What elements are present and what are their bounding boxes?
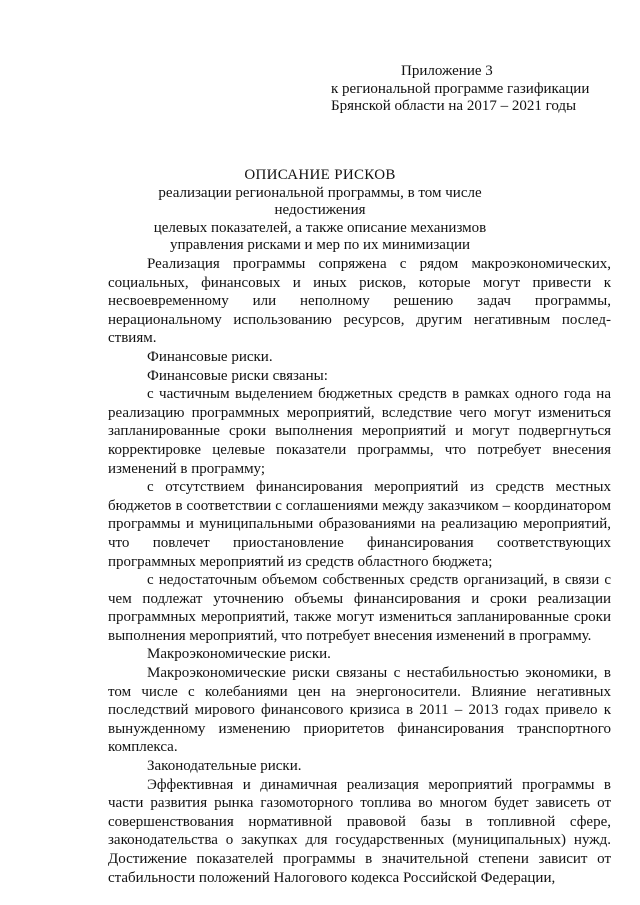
paragraph-macroeconomic-risks: Макроэкономические риски связаны с нестабильностью экономики, в том числе с колебаниями цен на энергоносители. Влияние негативных последствий мирового финансового кризиса в 2011 – 2013 годах привело к вынужденному изменению приоритетов финансирования транспортного комплекса. xyxy=(108,665,611,756)
title-main: ОПИСАНИЕ РИСКОВ xyxy=(244,167,396,183)
title-subline-2: целевых показателей, а также описание механизмов xyxy=(153,219,487,236)
heading-macroeconomic-risks: Макроэкономические риски. xyxy=(147,646,331,663)
paragraph-financial-risk-2: с отсутствием финансирования мероприятий из средств местных бюджетов в соответствии с соглашениями между заказчиком – координатором программы и муниципальными образованиями на реализацию мероприятий, что повлечет приостановление финансирования соответствующих программных мероприятий из средств областного бюджета; xyxy=(108,479,611,570)
appendix-program-line: к региональной программе газификации xyxy=(331,80,590,97)
heading-legislative-risks: Законодательные риски. xyxy=(147,758,302,775)
appendix-number: Приложение 3 xyxy=(401,63,493,79)
paragraph-legislative-risks: Эффективная и динамичная реализация мероприятий программы в части развития рынка газомоторного топлива во многом будет зависеть от совершенствования нормативной правовой базы в топливной сфере, законодательства о закупках для государственных (муниципальных) нужд. Достижение показателей программы в значительной степени зависит от стабильности положений Налогового кодекса Российской Федерации, xyxy=(108,776,611,886)
paragraph-financial-risk-1: с частичным выделением бюджетных средств в рамках одного года на реализацию программных мероприятий, вследствие чего могут измениться запланированные сроки выполнения мероприятий и могут подвергнуться корректировке целевые показатели программы, что потребует внесения изменений в программу; xyxy=(108,386,611,477)
appendix-header xyxy=(331,63,621,116)
paragraph-intro: Реализация программы сопряжена с рядом макроэкономических, социальных, финансовых и иных рисков, которые могут привести к несвоевременному или неполному решению задач программы, нерациональному использованию ресурсов, другим негативным последствиям. xyxy=(108,256,611,347)
paragraph-financial-risk-3: с недостаточным объемом собственных средств организаций, в связи с чем подлежат уточнению объемы финансирования и сроки реализации программных мероприятий, также могут измениться запланированные сроки выполнения мероприятий, что потребует внесения изменений в программу. xyxy=(108,572,611,644)
paragraph-financial-risks-lead: Финансовые риски связаны: xyxy=(147,367,328,384)
title-subline-3: управления рисками и мер по их минимизации xyxy=(169,237,471,253)
title-subline-1: реализации региональной программы, в том числе недостижения xyxy=(158,184,482,218)
document-title xyxy=(120,167,520,255)
appendix-region-line: Брянской области на 2017 – 2021 годы xyxy=(331,98,577,114)
heading-financial-risks: Финансовые риски. xyxy=(147,348,273,365)
document-body xyxy=(108,255,611,887)
